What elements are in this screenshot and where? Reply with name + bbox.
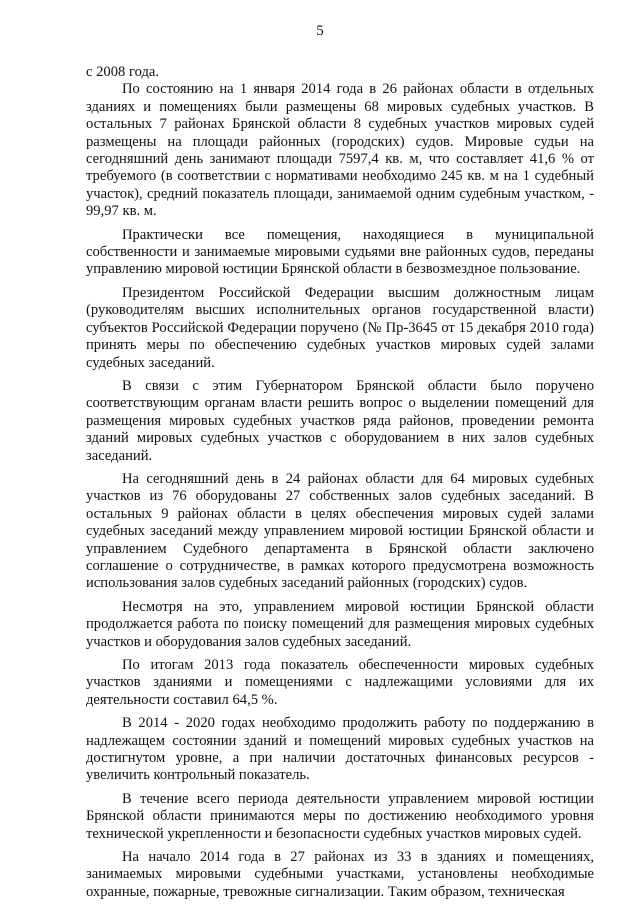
paragraph-security-measures: В течение всего периода деятельности управлением мировой юстиции Брянской области принимаются меры по достижению необходимого уровня технической укрепленности и безопасности судебных участков мировых судей. xyxy=(86,790,594,842)
paragraph-search-premises: Несмотря на это, управлением мировой юстиции Брянской области продолжается работа по поиску помещений для размещения мировых судебных участков и оборудования залов судебных заседаний. xyxy=(86,598,594,650)
paragraph-alarms: На начало 2014 года в 27 районах из 33 в зданиях и помещениях, занимаемых мировыми судебными участками, установлены необходимые охранные, пожарные, тревожные сигнализации. Таким образом, техническая xyxy=(86,849,594,900)
paragraph-2013-results: По итогам 2013 года показатель обеспеченности мировых судебных участков зданиями и помещениями с надлежащими условиями для их деятельности составил 64,5 %. xyxy=(86,657,594,708)
paragraph-governor-order: В связи с этим Губернатором Брянской области было поручено соответствующим органам власти решить вопрос о выделении помещений для размещения мировых судебных участков ряда районов, проведении ремонта зданий мировых судебных участков с оборудованием в них залов судебных заседаний. xyxy=(86,377,594,464)
paragraph-president-order: Президентом Российской Федерации высшим должностным лицам (руководителям высших исполнительных органов государственной власти) субъектов Российской Федерации поручено (№ Пр-3645 от 15 декабря 2010 года) принять меры по обеспечению судебных участков мировых судей залами судебных заседаний. xyxy=(86,284,594,371)
document-body xyxy=(86,64,594,901)
paragraph-courts-placement: По состоянию на 1 января 2014 года в 26 районах области в отдельных зданиях и помещениях были размещены 68 мировых судебных участков. В остальных 7 районах Брянской области 8 судебных участков мировых судей размещены на площади районных (городских) судов. Мировые судьи на сегодняшний день занимают площади 7597,4 кв. м, что составляет 41,6 % от требуемого (в соответствии с нормативами необходимо 245 кв. м на 1 судебный участок), средний показатель площади, занимаемой одним судебным участком, - 99,97 кв. м. xyxy=(86,81,594,220)
page-number: 5 xyxy=(316,23,324,39)
paragraph-2014-2020-plan: В 2014 - 2020 годах необходимо продолжить работу по поддержанию в надлежащем состоянии зданий и помещений мировых судебных участков на достигнутом уровне, а при наличии достаточных финансовых ресурсов - увеличить контрольный показатель. xyxy=(86,715,594,784)
paragraph-municipal-property: Практически все помещения, находящиеся в муниципальной собственности и занимаемые мировыми судьями вне районных судов, переданы управлению мировой юстиции Брянской области в безвозмездное пользование. xyxy=(86,226,594,278)
paragraph-court-halls: На сегодняшний день в 24 районах области для 64 мировых судебных участков из 76 оборудованы 27 собственных залов судебных заседаний. В остальных 9 районах области в целях обеспечения мировых судей залами судебных заседаний между управлением мировой юстиции Брянской области и управлением Судебного департамента в Брянской области заключено соглашение о сотрудничестве, в рамках которого предусмотрена возможность использования залов судебных заседаний районных (городских) судов. xyxy=(86,470,594,592)
paragraph-continuation: с 2008 года. xyxy=(86,64,160,80)
